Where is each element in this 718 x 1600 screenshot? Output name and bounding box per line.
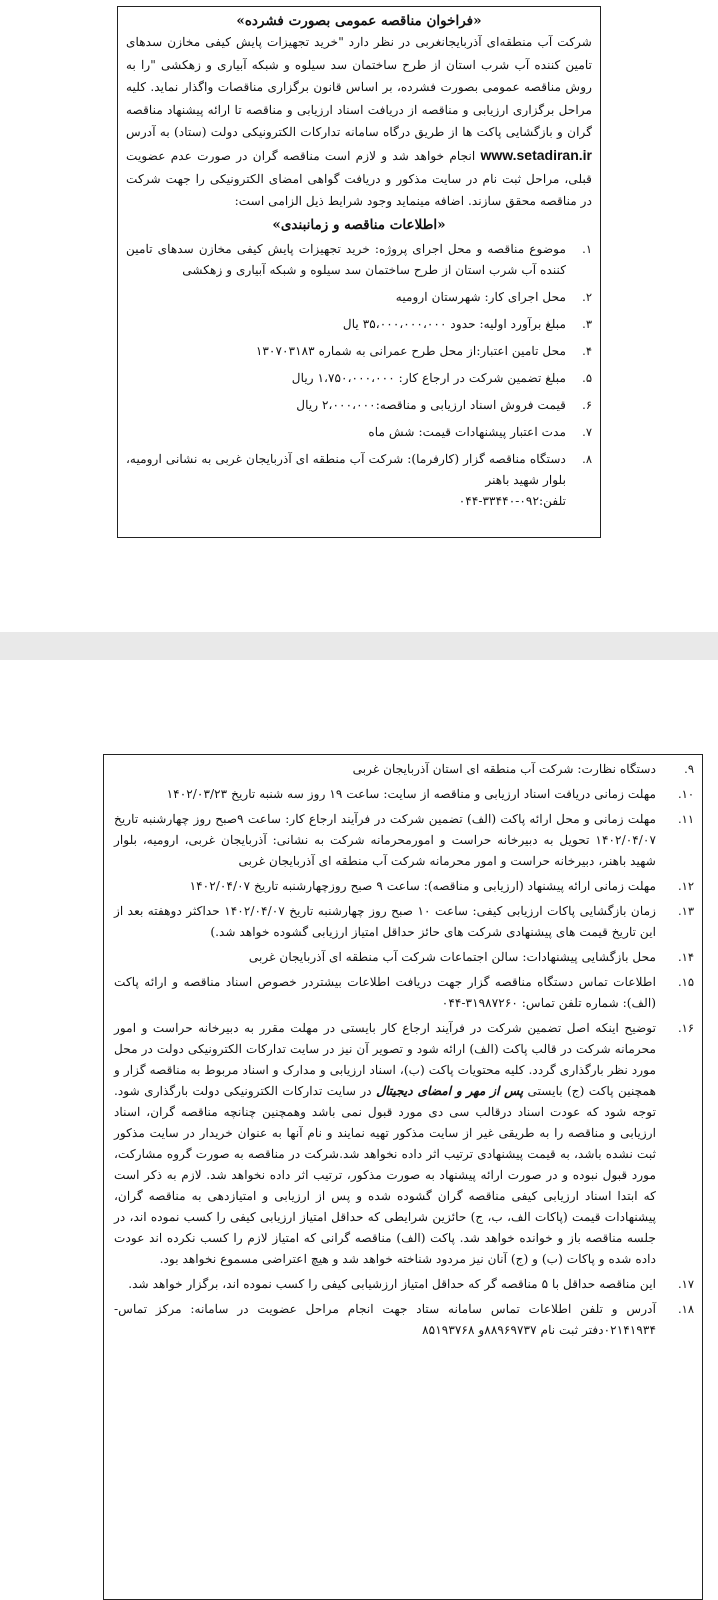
- item-text: مهلت زمانی دریافت اسناد ارزیابی و مناقصه از سایت: ساعت ۱۹ روز سه شنبه تاریخ ۱۴۰۲/۰۳/۲۳: [166, 787, 656, 801]
- intro-paragraph: [126, 31, 592, 213]
- list-item: [114, 784, 694, 805]
- item-text: این مناقصه حداقل با ۵ مناقصه گر که حداقل امتیاز ارزشیابی کیفی را کسب نموده اند، برگزار خواهد شد.: [128, 1277, 656, 1291]
- setadiran-url: www.setadiran.ir: [480, 146, 592, 163]
- item-number: ۱۲.: [677, 879, 694, 893]
- item-text: مهلت زمانی ارائه پیشنهاد (ارزیابی و مناقصه): ساعت ۹ صبح روزچهارشنبه تاریخ ۱۴۰۲/۰۴/۰۷: [189, 879, 656, 893]
- item-number: ۱۱.: [677, 812, 694, 826]
- list-item: [126, 449, 592, 512]
- item-text: قیمت فروش اسناد ارزیابی و مناقصه:۲،۰۰۰،۰۰۰ ریال: [296, 397, 566, 412]
- item-text: مبلغ برآورد اولیه: حدود ۳۵،۰۰۰،۰۰۰،۰۰۰ یال: [342, 316, 566, 331]
- list-item: [114, 1018, 694, 1270]
- item-number: ۱۰.: [677, 787, 694, 801]
- list-item: [114, 1299, 694, 1341]
- item-number: ۴.: [582, 343, 592, 358]
- intro-text-part-2: انجام خواهد شد و لازم است مناقصه گران در صورت عدم عضویت قبلی، مراحل ثبت نام در سایت مذکور و دریافت گواهی امضای الکترونیکی را جهت شرکت در مناقصه محقق سازند. اضافه مینماید وجود شرایط ذیل الزامی است:: [126, 148, 592, 209]
- item-number: ۱۶.: [677, 1021, 694, 1035]
- employer-phone: تلفن:۰۹۲-۳۳۴۴۰-۰۴۴: [458, 493, 566, 508]
- document-page-2: [0, 660, 718, 1600]
- section-title: «اطلاعات مناقصه و زمانبندی»: [272, 216, 446, 233]
- list-item: [126, 395, 592, 416]
- item-text: محل تامین اعتبار:از محل طرح عمرانی به شماره ۱۳۰۷۰۳۱۸۳: [255, 343, 566, 358]
- item-text: مبلغ تضمین شرکت در ارجاع کار: ۱،۷۵۰،۰۰۰،۰۰۰ ریال: [291, 370, 566, 385]
- notice-title: «فراخوان مناقصه عمومی بصورت فشرده»: [236, 13, 482, 29]
- list-item: [126, 368, 592, 389]
- item-number: ۳.: [582, 316, 592, 331]
- page-separator: [0, 632, 718, 660]
- list-item: [126, 239, 592, 281]
- list-item: [114, 901, 694, 943]
- list-item: [126, 314, 592, 335]
- tender-info-list: [126, 239, 592, 512]
- notice-frame: [117, 6, 601, 538]
- item-text: زمان بازگشایی پاکات ارزیابی کیفی: ساعت ۱۰ صبح روز چهارشنبه تاریخ ۱۴۰۲/۰۴/۰۷ حداکثر دوهفته بعد از این تاریخ قیمت های پیشنهادی شرکت های حائز حداقل امتیاز ارزیابی گشوده خواهد شد.): [114, 904, 656, 939]
- list-item: [114, 809, 694, 872]
- item-number: ۱۴.: [677, 950, 694, 964]
- list-item: [126, 287, 592, 308]
- emphasized-text: پس از مهر و امضای دیجیتال: [376, 1084, 524, 1098]
- item-text: دستگاه مناقصه گزار (کارفرما): شرکت آب منطقه ای آذربایجان غربی به نشانی ارومیه، بلوار شهید باهنر: [126, 451, 566, 487]
- item-text: مهلت زمانی و محل ارائه پاکت (الف) تضمین شرکت در فرآیند ارجاع کار: ساعت ۹صبح روز چهارشنبه تاریخ ۱۴۰۲/۰۴/۰۷ تحویل به دبیرخانه حراست و امورمحرمانه شرکت به نشانی: آذربایجان غربی، ارومیه، بلوار شهید باهنر، دبیرخانه حراست و امور محرمانه شرکت آب منطقه ای آذربایجان غربی: [114, 812, 656, 868]
- item-text: محل اجرای کار: شهرستان ارومیه: [395, 289, 566, 304]
- list-item: [126, 422, 592, 443]
- item-number: ۱۸.: [677, 1302, 694, 1316]
- item-text: محل بازگشایی پیشنهادات: سالن اجتماعات شرکت آب منطقه ای آذربایجان غربی: [248, 950, 656, 964]
- item-text: اطلاعات تماس دستگاه مناقصه گزار جهت دریافت اطلاعات بیشتردر خصوص اسناد مناقصه و ارائه پاکت (الف): شماره تلفن تماس: ۳۱۹۸۷۲۶۰-۰۴۴: [114, 975, 656, 1010]
- item-text-part-2: در سایت تدارکات الکترونیکی دولت بارگذاری شود. توجه شود که عودت اسناد درقالب سی دی مورد قبول نمی باشد وهمچنین چنانچه مناقصه گران، اسناد ارزیابی و مناقصه را به طریقی غیر از سایت مذکور تهیه نمایند و نام آنها به عنوان خریدار در سایت مذکور ثبت نشده باشد، به قیمت پیشنهادی ترتیب اثر داده نخواهد شد.شرکت در مناقصه به صورت گروه مشارکت، مورد قبول نبوده و در صورت ارائه پیشنهاد به صورت مذکور، ترتیب اثر داده نخواهد شد. لازم به ذکر است که ابتدا اسناد ارزیابی کیفی مناقصه گران گشوده شده و پس از ارزیابی و امتیازدهی به مناقصه گران، پیشنهادات قیمت (پاکات الف، ب، ج) حائزین شرایطی که حداقل امتیاز ارزیابی کیفی را کسب نموده اند، در جلسه مناقصه باز و خوانده خواهد شد. پاکت (الف) مناقصه گرانی که امتیاز لازم را کسب نکرده اند عودت داده شده و پاکات (ب) و (ج) آنان نیز مردود شناخته خواهد شد و هیچ اعتراضی مسموع نخواهد بود.: [114, 1084, 656, 1266]
- intro-text-part-1: شرکت آب منطقه‌ای آذربایجانغربی در نظر دارد "خرید تجهیزات پایش کیفی مخازن سدهای تامین کننده آب شرب استان از طرح ساختمان سد سیلوه و شبکه آبیاری و زهکشی "را به روش مناقصه عمومی بصورت فشرده، بر اساس قانون برگزاری مناقصات واگذار نماید. کلیه مراحل برگزاری ارزیابی و مناقصه از دریافت اسناد ارزیابی و مناقصه تا ارائه پیشنهاد مناقصه گران و بازگشایی پاکت ها از طریق درگاه سامانه تدارکات الکترونیکی دولت (ستاد) به آدرس: [126, 35, 592, 140]
- list-item: [126, 341, 592, 362]
- list-item: [114, 759, 694, 780]
- list-item: [114, 947, 694, 968]
- item-number: ۸.: [582, 451, 592, 466]
- item-number: ۱۳.: [677, 904, 694, 918]
- item-text: [114, 1018, 656, 1270]
- item-number: ۱۵.: [677, 975, 694, 989]
- list-item: [114, 876, 694, 897]
- item-text: دستگاه نظارت: شرکت آب منطقه ای استان آذربایجان غربی: [352, 762, 656, 776]
- item-text-part-1: توضیح اینکه اصل تضمین شرکت در فرآیند ارجاع کار بایستی در مهلت مقرر به دبیرخانه حراست و امور محرمانه شرکت در قالب پاکت (الف) ارائه شود و تصویر آن نیز در سایت تدارکات الکترونیکی دولت در محل مورد نظر بارگذاری گردد. کلیه محتویات پاکت (ب)، اسناد ارزیابی و مدارک و اسناد مربوط به مناقصه گزار و همچنین پاکت (ج) بایستی: [114, 1021, 656, 1098]
- notice-frame-continued: [103, 754, 703, 1600]
- item-number: ۹.: [684, 762, 694, 776]
- list-item: [114, 1274, 694, 1295]
- item-text: آدرس و تلفن اطلاعات تماس سامانه ستاد جهت انجام مراحل عضویت در سامانه: مرکز تماس- ۰۲۱۴۱۹۳۴دفتر ثبت نام ۸۸۹۶۹۷۳۷و ۸۵۱۹۳۷۶۸: [114, 1302, 656, 1337]
- list-item: [114, 972, 694, 1014]
- item-text: موضوع مناقصه و محل اجرای پروژه: خرید تجهیزات پایش کیفی مخازن سدهای تامین کننده آب شرب استان از طرح ساختمان سد سیلوه و شبکه آبیاری و زهکشی: [126, 241, 566, 277]
- item-number: ۲.: [582, 289, 592, 304]
- tender-info-list-continued: [114, 759, 694, 1341]
- item-number: ۶.: [582, 397, 592, 412]
- item-number: ۷.: [582, 424, 592, 439]
- item-number: ۱۷.: [677, 1277, 694, 1291]
- item-text: مدت اعتبار پیشنهادات قیمت: شش ماه: [368, 424, 566, 439]
- item-number: ۵.: [582, 370, 592, 385]
- document-page-1: [0, 0, 718, 632]
- item-number: ۱.: [582, 241, 592, 256]
